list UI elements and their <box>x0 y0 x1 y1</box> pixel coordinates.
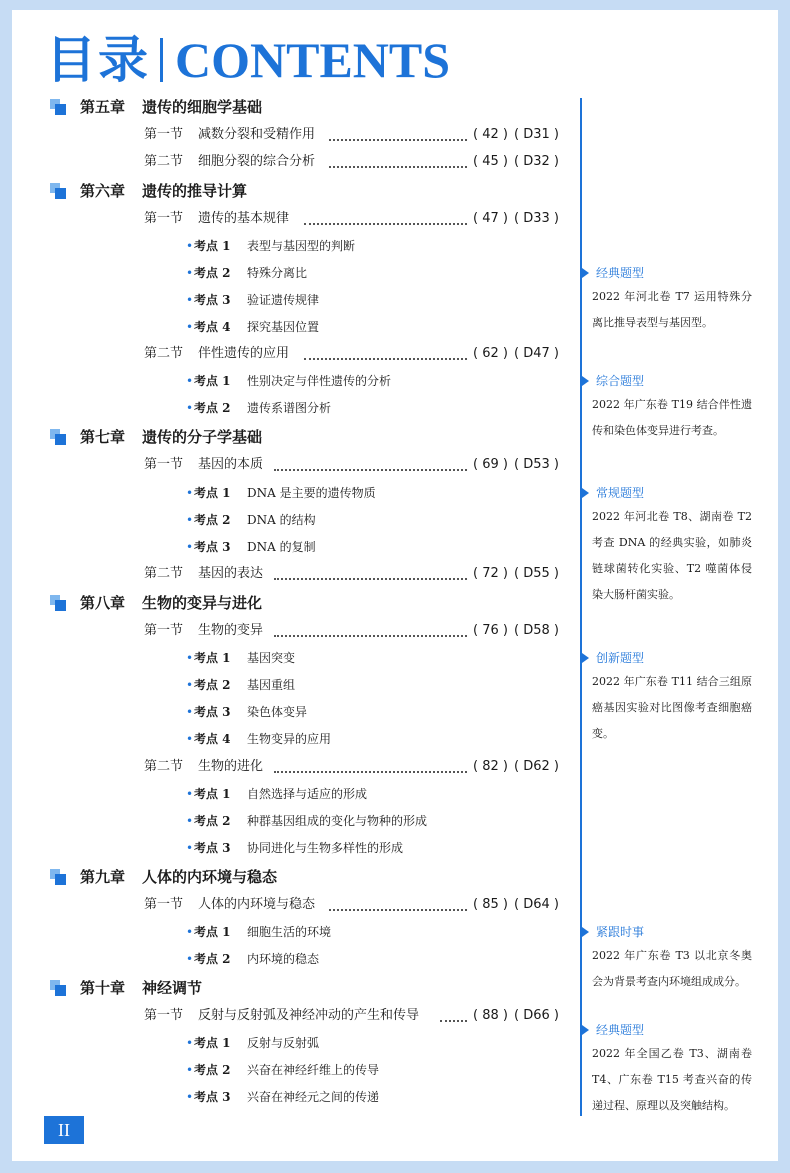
chapter-title: 遗传的推导计算 <box>142 182 248 200</box>
sidebar-note <box>582 1019 752 1119</box>
point-title: 探究基因位置 <box>247 320 320 334</box>
arrow-right-icon <box>582 1025 589 1035</box>
section-number: 第一节 <box>144 127 184 142</box>
section-title: 基因的表达 <box>198 566 264 581</box>
section-doc-page: ( D64 ) <box>514 897 559 912</box>
section-page: ( 69 ) <box>473 457 508 472</box>
bullet-icon: • <box>186 540 194 554</box>
page-header <box>46 30 450 90</box>
chapter-number: 第八章 <box>80 594 126 612</box>
bullet-icon: • <box>186 1036 194 1050</box>
toc-section-row[interactable] <box>144 618 569 644</box>
point-title: 细胞生活的环境 <box>247 925 332 939</box>
header-divider <box>160 38 163 82</box>
toc-section-row[interactable] <box>144 206 569 232</box>
point-number: 考点 2 <box>194 952 231 966</box>
page-frame-left <box>0 0 12 1173</box>
point-title: 基因重组 <box>247 678 296 692</box>
section-title: 反射与反射弧及神经冲动的产生和传导 <box>198 1008 420 1023</box>
sidebar-tag: 经典题型 <box>582 1019 752 1041</box>
section-page: ( 42 ) <box>473 127 508 142</box>
dot-leader <box>274 443 467 471</box>
chapter-title: 遗传的细胞学基础 <box>142 98 263 116</box>
page-frame-top <box>0 0 790 10</box>
section-number: 第一节 <box>144 623 184 638</box>
toc-section-row[interactable] <box>144 149 569 175</box>
sidebar-note <box>582 482 752 608</box>
point-number: 考点 3 <box>194 841 231 855</box>
point-number: 考点 2 <box>194 401 231 415</box>
point-number: 考点 1 <box>194 1036 231 1050</box>
sidebar-text: 2022 年广东卷 T3 以北京冬奥会为背景考查内环境组成成分。 <box>592 949 752 988</box>
point-title: 表型与基因型的判断 <box>247 239 356 253</box>
section-title: 基因的本质 <box>198 457 264 472</box>
arrow-right-icon <box>582 376 589 386</box>
chapter-square-icon <box>50 595 66 611</box>
sidebar-text: 2022 年全国乙卷 T3、湖南卷 T4、广东卷 T15 考查兴奋的传递过程、原理以及突触结构。 <box>592 1047 752 1112</box>
chapter-title: 遗传的分子学基础 <box>142 428 263 446</box>
bullet-icon: • <box>186 401 194 415</box>
bullet-icon: • <box>186 486 194 500</box>
point-number: 考点 1 <box>194 787 231 801</box>
point-number: 考点 4 <box>194 732 231 746</box>
section-doc-page: ( D47 ) <box>514 346 559 361</box>
chapter-square-icon <box>50 429 66 445</box>
arrow-right-icon <box>582 653 589 663</box>
bullet-icon: • <box>186 678 194 692</box>
page-frame-right <box>778 0 790 1173</box>
section-number: 第二节 <box>144 346 184 361</box>
section-number: 第一节 <box>144 457 184 472</box>
point-number: 考点 2 <box>194 1063 231 1077</box>
section-page: ( 45 ) <box>473 154 508 169</box>
bullet-icon: • <box>186 1090 194 1104</box>
section-doc-page: ( D31 ) <box>514 127 559 142</box>
header-title-cn: 目录 <box>46 31 150 89</box>
section-title: 生物的进化 <box>198 759 264 774</box>
point-title: DNA 的复制 <box>247 540 316 554</box>
sidebar-note <box>582 647 752 747</box>
bullet-icon: • <box>186 374 194 388</box>
bullet-icon: • <box>186 841 194 855</box>
point-title: 兴奋在神经纤维上的传导 <box>247 1063 380 1077</box>
dot-leader <box>304 197 467 225</box>
dot-leader <box>304 332 467 360</box>
point-number: 考点 1 <box>194 239 231 253</box>
section-page: ( 76 ) <box>473 623 508 638</box>
dot-leader <box>329 140 467 168</box>
section-number: 第二节 <box>144 154 184 169</box>
chapter-number: 第九章 <box>80 868 126 886</box>
bullet-icon: • <box>186 732 194 746</box>
bullet-icon: • <box>186 239 194 253</box>
toc-section-row[interactable] <box>144 892 569 918</box>
section-title: 人体的内环境与稳态 <box>198 897 316 912</box>
point-title: 反射与反射弧 <box>247 1036 320 1050</box>
toc-section-row[interactable] <box>144 561 569 587</box>
toc-section-row[interactable] <box>144 1003 569 1029</box>
point-title: 基因突变 <box>247 651 296 665</box>
section-number: 第一节 <box>144 1008 184 1023</box>
section-page: ( 47 ) <box>473 211 508 226</box>
dot-leader <box>329 113 467 141</box>
point-number: 考点 2 <box>194 513 231 527</box>
section-page: ( 82 ) <box>473 759 508 774</box>
arrow-right-icon <box>582 268 589 278</box>
section-number: 第二节 <box>144 759 184 774</box>
point-number: 考点 1 <box>194 486 231 500</box>
sidebar-text: 2022 年广东卷 T19 结合伴性遗传和染色体变异进行考查。 <box>592 398 752 437</box>
point-title: 协同进化与生物多样性的形成 <box>247 841 404 855</box>
point-number: 考点 3 <box>194 293 231 307</box>
section-doc-page: ( D32 ) <box>514 154 559 169</box>
point-number: 考点 3 <box>194 540 231 554</box>
point-title: 遗传系谱图分析 <box>247 401 332 415</box>
bullet-icon: • <box>186 1063 194 1077</box>
bullet-icon: • <box>186 513 194 527</box>
section-doc-page: ( D62 ) <box>514 759 559 774</box>
sidebar-tag: 综合题型 <box>582 370 752 392</box>
sidebar-tag: 创新题型 <box>582 647 752 669</box>
section-title: 减数分裂和受精作用 <box>198 127 316 142</box>
bullet-icon: • <box>186 320 194 334</box>
chapter-square-icon <box>50 980 66 996</box>
section-number: 第一节 <box>144 897 184 912</box>
section-title: 遗传的基本规律 <box>198 211 290 226</box>
sidebar-note <box>582 370 752 444</box>
point-number: 考点 2 <box>194 678 231 692</box>
dot-leader <box>329 883 467 911</box>
toc-section-row[interactable] <box>144 754 569 780</box>
toc-section-row[interactable] <box>144 341 569 367</box>
point-title: 验证遗传规律 <box>247 293 320 307</box>
point-title: 染色体变异 <box>247 705 308 719</box>
section-page: ( 72 ) <box>473 566 508 581</box>
chapter-title: 生物的变异与进化 <box>142 594 263 612</box>
sidebar-text: 2022 年河北卷 T8、湖南卷 T2 考查 DNA 的经典实验，如肺炎链球菌转化实验、T2 噬菌体侵染大肠杆菌实验。 <box>592 510 752 601</box>
sidebar-note <box>582 921 752 995</box>
bullet-icon: • <box>186 651 194 665</box>
section-page: ( 88 ) <box>473 1008 508 1023</box>
page-number: II <box>44 1116 84 1144</box>
chapter-number: 第六章 <box>80 182 126 200</box>
chapter-title: 神经调节 <box>142 979 203 997</box>
section-doc-page: ( D58 ) <box>514 623 559 638</box>
sidebar-tag: 常规题型 <box>582 482 752 504</box>
point-number: 考点 3 <box>194 705 231 719</box>
toc-section-row[interactable] <box>144 452 569 478</box>
chapter-square-icon <box>50 869 66 885</box>
bullet-icon: • <box>186 787 194 801</box>
section-number: 第二节 <box>144 566 184 581</box>
sidebar-tag: 经典题型 <box>582 262 752 284</box>
dot-leader <box>274 745 467 773</box>
bullet-icon: • <box>186 705 194 719</box>
point-number: 考点 2 <box>194 814 231 828</box>
section-doc-page: ( D66 ) <box>514 1008 559 1023</box>
point-title: 性别决定与伴性遗传的分析 <box>247 374 392 388</box>
point-title: 生物变异的应用 <box>247 732 332 746</box>
section-doc-page: ( D33 ) <box>514 211 559 226</box>
chapter-title: 人体的内环境与稳态 <box>142 868 278 886</box>
chapter-number: 第七章 <box>80 428 126 446</box>
point-title: 自然选择与适应的形成 <box>247 787 368 801</box>
arrow-right-icon <box>582 488 589 498</box>
section-page: ( 85 ) <box>473 897 508 912</box>
bullet-icon: • <box>186 925 194 939</box>
section-title: 细胞分裂的综合分析 <box>198 154 316 169</box>
sidebar-text: 2022 年河北卷 T7 运用特殊分离比推导表型与基因型。 <box>592 290 752 329</box>
point-number: 考点 1 <box>194 925 231 939</box>
section-title: 伴性遗传的应用 <box>198 346 290 361</box>
section-page: ( 62 ) <box>473 346 508 361</box>
point-title: 兴奋在神经元之间的传递 <box>247 1090 380 1104</box>
header-title-en: CONTENTS <box>175 32 451 88</box>
section-title: 生物的变异 <box>198 623 264 638</box>
point-number: 考点 1 <box>194 374 231 388</box>
sidebar-note <box>582 262 752 336</box>
dot-leader <box>274 609 467 637</box>
section-number: 第一节 <box>144 211 184 226</box>
bullet-icon: • <box>186 266 194 280</box>
dot-leader <box>274 552 467 580</box>
chapter-number: 第五章 <box>80 98 126 116</box>
point-title: 特殊分离比 <box>247 266 308 280</box>
chapter-number: 第十章 <box>80 979 126 997</box>
arrow-right-icon <box>582 927 589 937</box>
page-frame-bottom <box>0 1161 790 1173</box>
dot-leader <box>440 994 467 1022</box>
chapter-square-icon <box>50 183 66 199</box>
point-number: 考点 3 <box>194 1090 231 1104</box>
point-title: DNA 是主要的遗传物质 <box>247 486 376 500</box>
point-number: 考点 4 <box>194 320 231 334</box>
section-doc-page: ( D55 ) <box>514 566 559 581</box>
sidebar-tag: 紧跟时事 <box>582 921 752 943</box>
point-title: DNA 的结构 <box>247 513 316 527</box>
bullet-icon: • <box>186 952 194 966</box>
point-number: 考点 1 <box>194 651 231 665</box>
point-title: 内环境的稳态 <box>247 952 320 966</box>
bullet-icon: • <box>186 814 194 828</box>
point-number: 考点 2 <box>194 266 231 280</box>
chapter-square-icon <box>50 99 66 115</box>
point-title: 种群基因组成的变化与物种的形成 <box>247 814 428 828</box>
bullet-icon: • <box>186 293 194 307</box>
section-doc-page: ( D53 ) <box>514 457 559 472</box>
sidebar-text: 2022 年广东卷 T11 结合三组原癌基因实验对比图像考查细胞癌变。 <box>592 675 752 740</box>
